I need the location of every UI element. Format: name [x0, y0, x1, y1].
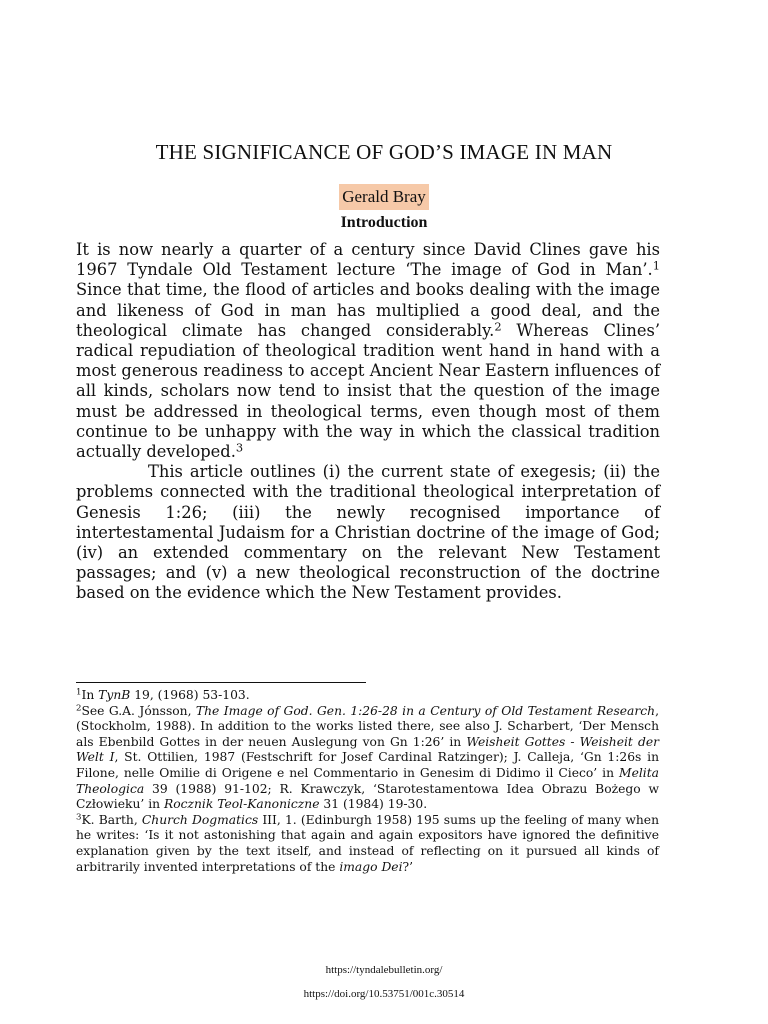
footnote-divider — [76, 682, 366, 683]
footnote-2-text-a: See G.A. Jónsson, — [81, 703, 196, 718]
footnote-1-text-end: 19, (1968) 53-103. — [130, 688, 250, 702]
footnote-3-title-2: imago Dei — [339, 859, 403, 874]
section-heading: Introduction — [340, 214, 428, 231]
footnote-3 — [76, 813, 659, 875]
author-line — [0, 184, 768, 210]
footnote-2-text-b: , (Stockholm, 1988). In addition to the works listed there, see also J. Scharbert, ‘Der Mensch als Ebenbild Gottes in der neuen Auslegung von Gn 1:26’ in — [76, 703, 659, 749]
article-body — [76, 240, 660, 604]
article-title: THE SIGNIFICANCE OF GOD’S IMAGE IN MAN — [155, 140, 613, 164]
footnote-ref-1[interactable]: 1 — [652, 258, 660, 273]
footnote-2-text-e: 31 (1984) 19-30. — [319, 797, 428, 812]
paragraph-2: This article outlines (i) the current state of exegesis; (ii) the problems connected with the traditional theological interpretation of Genesis 1:26; (iii) the newly recognised importance of intertestamental Judaism for a Christian doctrine of the image of God; (iv) an extended commentary on the relevant New Testament passages; and (v) a new theological reconstruction of the doctrine based on the evidence which the New Testament provides. — [76, 462, 660, 603]
footnotes — [76, 688, 659, 875]
footnote-ref-2[interactable]: 2 — [494, 319, 502, 334]
para1-text-b: Since that time, the flood of articles and books dealing with the image and likeness of God in man has multiplied a good deal, and the theological climate has changed considerably. — [76, 280, 660, 340]
paragraph-1 — [76, 240, 660, 462]
footnote-2-number: 2 — [76, 703, 82, 714]
footnote-1-number: 1 — [76, 687, 82, 698]
footnote-3-text-a: K. Barth, — [81, 812, 142, 827]
footnote-3-text-c: ?’ — [402, 859, 414, 874]
footnote-2-text-d: 39 (1988) 91-102; R. Krawczyk, ‘Starotestamentowa Idea Obrazu Bożego w Człowieku’ in — [76, 781, 659, 812]
footnote-2-text-c: , St. Ottilien, 1987 (Festschrift for Josef Cardinal Ratzinger); J. Calleja, ‘Gn 1:26s in Filone, nelle Omilie di Origene e nel Commentario in Genesim di Didimo il Cieco’ in — [76, 750, 660, 780]
footnote-2-title-3: Melita Theologica — [76, 765, 659, 796]
footnote-3-text-b: III, 1. (Edinburgh 1958) 195 sums up the feeling of many when he writes: ‘Is it not astonishing that again and again expositors have ignored the definitive explanation given by the text itself, and instead of reflecting on it pursued all kinds of arbitrarily invented interpretations of the — [76, 812, 659, 874]
footnote-3-title-1: Church Dogmatics — [141, 812, 259, 827]
footnote-3-number: 3 — [76, 812, 82, 823]
footnote-1 — [76, 688, 659, 704]
footer-url-bulletin[interactable]: https://tyndalebulletin.org/ — [325, 964, 443, 976]
para1-text-c: Whereas Clines’ radical repudiation of theological tradition went hand in hand with a most generous readiness to accept Ancient Near Eastern influences of all kinds, scholars now tend to insist that the question of the image must be addressed in theological terms, even though most of them continue to be unhappy with the way in which the classical tradition actually developed. — [76, 320, 661, 462]
footnote-2-title-2: Weisheit Gottes - Weisheit der Welt I — [76, 734, 659, 765]
footnote-1-text: In — [81, 688, 99, 702]
footnote-2 — [76, 704, 659, 813]
footer-url-doi[interactable]: https://doi.org/10.53751/001c.30514 — [303, 988, 465, 1000]
footnote-1-journal: TynB — [98, 688, 131, 702]
footnote-2-title-4: Rocznik Teol-Kanoniczne — [163, 797, 320, 812]
footnote-ref-3[interactable]: 3 — [235, 440, 244, 455]
footnote-2-title-1: The Image of God. Gen. 1:26-28 in a Century of Old Testament Research — [195, 703, 656, 718]
author-name: Gerald Bray — [339, 184, 429, 210]
para1-text-a: It is now nearly a quarter of a century since David Clines gave his 1967 Tyndale Old Testament lecture ‘The image of God in Man’. — [76, 240, 660, 280]
